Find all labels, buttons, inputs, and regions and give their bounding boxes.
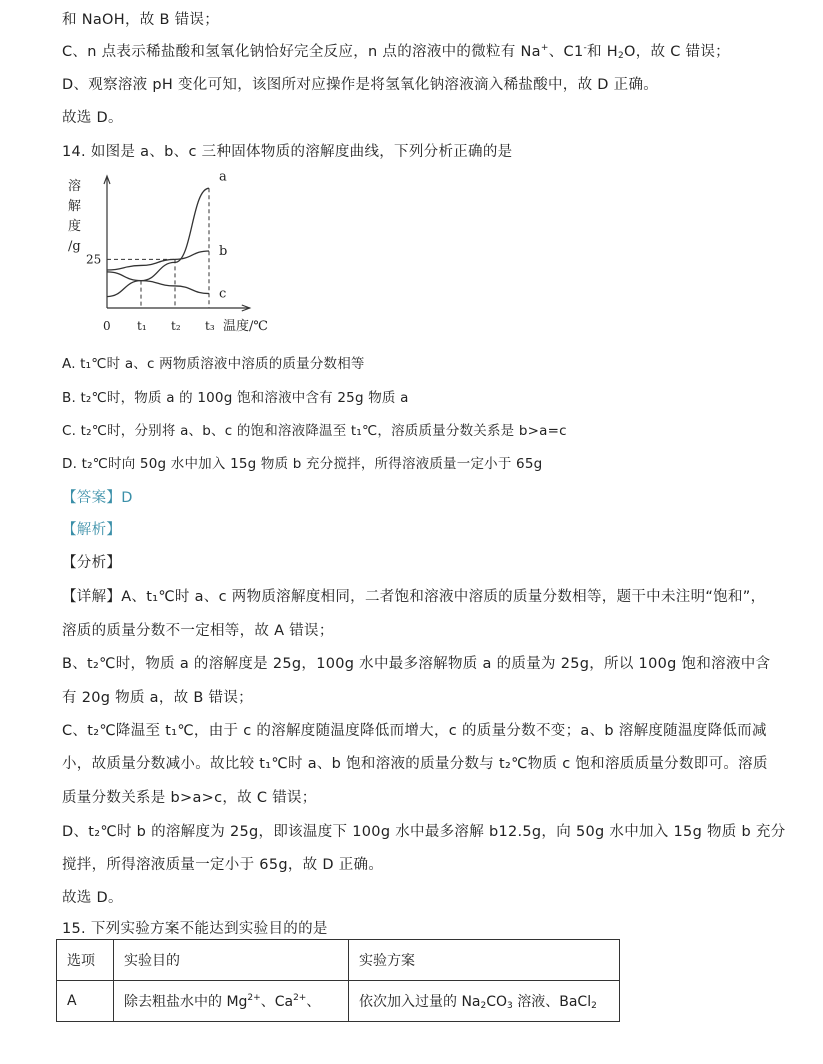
y-tick-label: 25 <box>86 252 102 267</box>
subscript: 3 <box>507 1001 513 1011</box>
detail-line: 质量分数关系是 b>a>c，故 C 错误； <box>62 790 317 806</box>
curve-label-a: a <box>219 170 227 185</box>
experiment-table <box>56 939 620 1022</box>
x-tick-label: t₃ <box>205 319 215 333</box>
question-14: 14. 如图是 a、b、c 三种固体物质的溶解度曲线，下列分析正确的是 <box>62 144 513 160</box>
text-line: D、观察溶液 pH 变化可知，该图所对应操作是将氢氧化钠溶液滴入稀盐酸中，故 D 正确。 <box>62 77 659 93</box>
analysis-label: 【解析】 <box>62 522 122 538</box>
solubility-chart <box>62 170 292 345</box>
x-tick-label: 0 <box>103 319 111 333</box>
curve-b <box>107 251 209 270</box>
x-tick-label: t₁ <box>137 319 147 333</box>
superscript: 2+ <box>293 993 307 1003</box>
text-segment: O，故 C 错误； <box>623 44 730 60</box>
cell-text: CO <box>486 994 508 1010</box>
y-axis-label: 溶 <box>68 179 82 194</box>
table-cell: A <box>57 981 114 1022</box>
detail-line: B、t₂℃时，物质 a 的溶解度是 25g，100g 水中最多溶解物质 a 的质量为 25g，所以 100g 饱和溶液中含 <box>62 656 771 672</box>
y-axis-label: /g <box>68 239 81 254</box>
table-cell <box>349 981 620 1022</box>
fenxi-label: 【分析】 <box>62 555 122 571</box>
question-15: 15. 下列实验方案不能达到实验目的的是 <box>62 921 328 937</box>
text-segment: C、n 点表示稀盐酸和氢氧化钠恰好完全反应，n 点的溶液中的微粒有 Na <box>62 44 541 60</box>
detail-line: 故选 D。 <box>62 890 123 906</box>
y-axis-label: 度 <box>68 219 82 234</box>
text-line <box>62 40 730 61</box>
text-line: 和 NaOH，故 B 错误； <box>62 12 220 28</box>
table-header: 选项 <box>57 940 114 981</box>
subscript: 2 <box>617 51 624 61</box>
option-b: B. t₂℃时，物质 a 的 100g 饱和溶液中含有 25g 物质 a <box>62 390 409 406</box>
y-axis-label: 解 <box>68 199 82 214</box>
x-tick-label: t₂ <box>171 319 181 333</box>
cell-text: 除去粗盐水中的 Mg <box>124 994 248 1010</box>
option-d: D. t₂℃时向 50g 水中加入 15g 物质 b 充分搅拌，所得溶液质量一定小于 65g <box>62 456 543 472</box>
curve-label-b: b <box>219 244 228 259</box>
cell-text: 溶液、BaCl <box>512 994 592 1010</box>
cell-text: 依次加入过量的 Na <box>359 994 481 1010</box>
table-header: 实验目的 <box>114 940 349 981</box>
detail-line: D、t₂℃时 b 的溶解度为 25g，即该温度下 100g 水中最多溶解 b12.5g，向 50g 水中加入 15g 物质 b 充分 <box>62 824 786 840</box>
detail-line: C、t₂℃降温至 t₁℃，由于 c 的溶解度随温度降低而增大，c 的质量分数不变；a、b 溶解度随温度降低而减 <box>62 723 767 739</box>
superscript: - <box>583 43 588 53</box>
text-line: 故选 D。 <box>62 110 123 126</box>
answer-label: 【答案】D <box>62 490 133 506</box>
text-segment: 和 H <box>587 44 618 60</box>
curve-label-c: c <box>219 286 227 302</box>
detail-line: 小，故质量分数减小。故比较 t₁℃时 a、b 饱和溶液的质量分数与 t₂℃物质 c 饱和溶质质量分数即可。溶质 <box>62 756 768 772</box>
detail-line: 【详解】A、t₁℃时 a、c 两物质溶解度相同，二者饱和溶液中溶质的质量分数相等，题干中未注明“饱和”， <box>62 589 766 605</box>
subscript: 2 <box>591 1001 597 1011</box>
cell-text: 、 <box>306 994 321 1010</box>
table-row <box>57 981 620 1022</box>
table-header-row <box>57 940 620 981</box>
subscript: 2 <box>480 1001 487 1011</box>
option-a: A. t₁℃时 a、c 两物质溶液中溶质的质量分数相等 <box>62 356 365 372</box>
detail-line: 溶质的质量分数不一定相等，故 A 错误； <box>62 623 334 639</box>
curve-a <box>107 188 209 296</box>
table-cell <box>114 981 349 1022</box>
detail-line: 搅拌，所得溶液质量一定小于 65g，故 D 正确。 <box>62 857 384 873</box>
superscript: + <box>540 43 549 53</box>
cell-text: 、Ca <box>260 994 294 1010</box>
option-c: C. t₂℃时，分别将 a、b、c 的饱和溶液降温至 t₁℃，溶质质量分数关系是 b>a=c <box>62 423 567 439</box>
superscript: 2+ <box>247 993 261 1003</box>
text-segment: 、C1 <box>548 44 584 60</box>
detail-line: 有 20g 物质 a，故 B 错误； <box>62 690 253 706</box>
x-axis-label: 温度/℃ <box>223 319 268 334</box>
table-header: 实验方案 <box>349 940 620 981</box>
